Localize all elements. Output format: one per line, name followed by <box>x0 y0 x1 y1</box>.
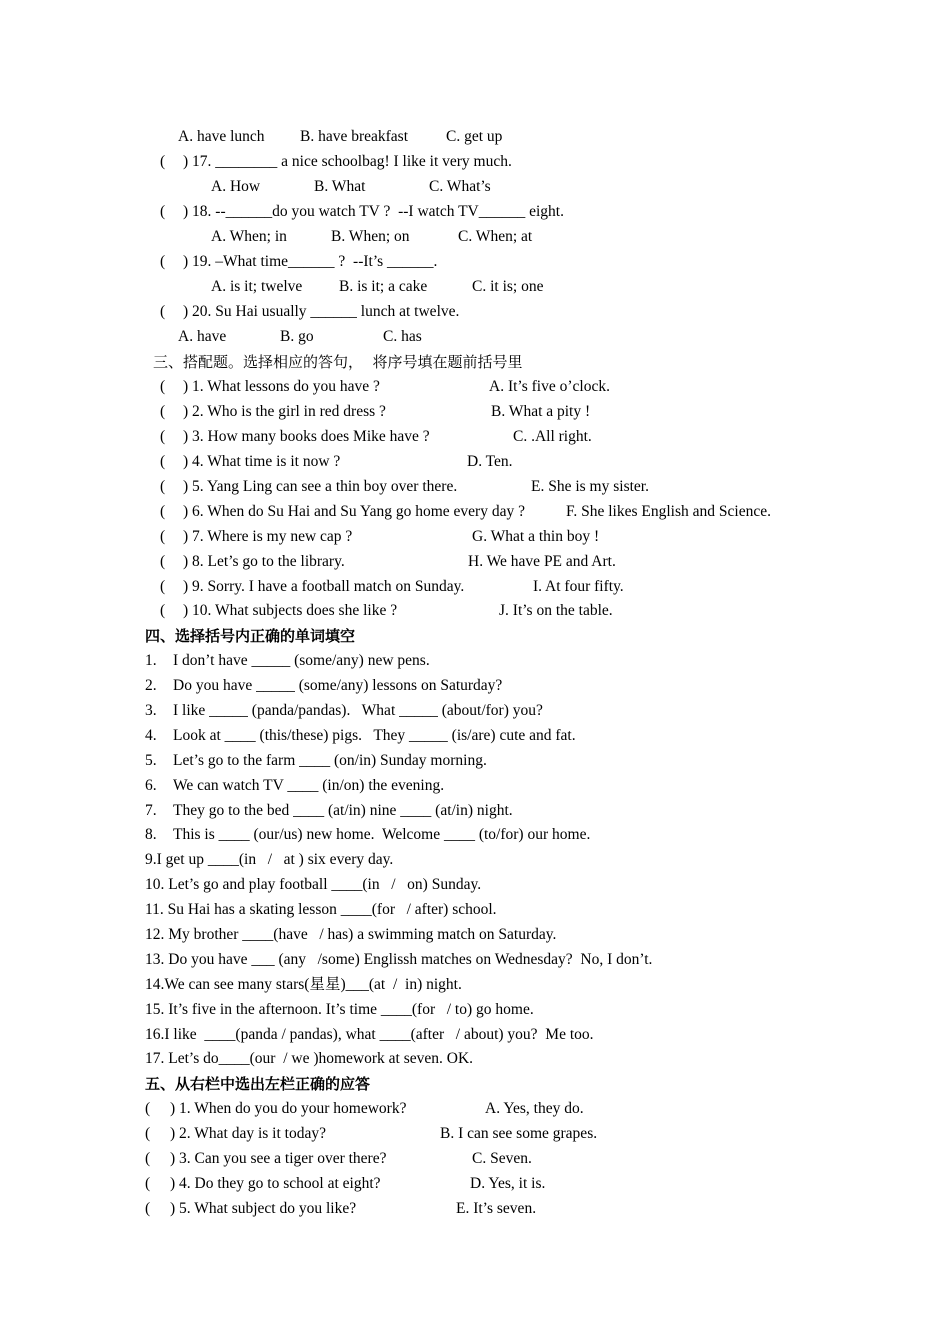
answer-bracket: ( <box>160 203 166 220</box>
section-heading: 五、从右栏中选出左栏正确的应答 <box>145 1075 371 1093</box>
text-line: A. It’s five o’clock. <box>489 378 610 395</box>
text-line: Do you have _____ (some/any) lessons on Saturday? <box>173 677 503 694</box>
text-line: A. When; in <box>211 228 287 245</box>
text-line: Look at ____ (this/these) pigs. They _____ (is/are) cute and fat. <box>173 727 576 744</box>
text-line: A. Yes, they do. <box>485 1100 584 1117</box>
answer-bracket: ( <box>160 153 166 170</box>
text-line: ) 19. –What time______ ? --It’s ______. <box>183 253 438 270</box>
text-line: C. Seven. <box>472 1150 532 1167</box>
text-line: ) 17. ________ a nice schoolbag! I like it very much. <box>183 153 512 170</box>
section-heading: 四、选择括号内正确的单词填空 <box>145 627 356 645</box>
text-line: B. What <box>314 178 366 195</box>
text-line: J. It’s on the table. <box>499 602 613 619</box>
text-line: ) 18. --______do you watch TV ? --I watch TV______ eight. <box>183 203 564 220</box>
answer-bracket: ( <box>160 403 166 420</box>
text-line: A. have <box>178 328 227 345</box>
text-line: They go to the bed ____ (at/in) nine ____ (at/in) night. <box>173 802 513 819</box>
text-line: 4. <box>145 727 157 744</box>
text-line: F. She likes English and Science. <box>566 503 771 520</box>
text-line: ) 10. What subjects does she like ? <box>183 602 398 619</box>
text-line: ) 1. When do you do your homework? <box>170 1100 407 1117</box>
answer-bracket: ( <box>145 1125 151 1142</box>
text-line: D. Yes, it is. <box>470 1175 546 1192</box>
text-line: I like _____ (panda/pandas). What _____ (about/for) you? <box>173 702 543 719</box>
text-line: A. How <box>211 178 261 195</box>
text-line: 13. Do you have ___ (any /some) Englissh matches on Wednesday? No, I don’t. <box>145 951 653 968</box>
answer-bracket: ( <box>160 578 166 595</box>
text-line: 11. Su Hai has a skating lesson ____(for / after) school. <box>145 901 497 918</box>
text-line: ) 4. Do they go to school at eight? <box>170 1175 381 1192</box>
text-line: 9.I get up ____(in / at ) six every day. <box>145 851 394 868</box>
answer-bracket: ( <box>145 1150 151 1167</box>
text-line: G. What a thin boy ! <box>472 528 600 545</box>
text-line: ) 20. Su Hai usually ______ lunch at twelve. <box>183 303 460 320</box>
text-line: 8. <box>145 826 157 843</box>
text-line: 6. <box>145 777 157 794</box>
text-line: 10. Let’s go and play football ____(in / on) Sunday. <box>145 876 482 893</box>
text-line: 15. It’s five in the afternoon. It’s time ____(for / to) go home. <box>145 1001 534 1018</box>
answer-bracket: ( <box>160 303 166 320</box>
text-line: ) 8. Let’s go to the library. <box>183 553 345 570</box>
text-line: 7. <box>145 802 157 819</box>
text-line: A. have lunch <box>178 128 265 145</box>
text-line: 17. Let’s do____(our / we )homework at seven. OK. <box>145 1050 474 1067</box>
answer-bracket: ( <box>160 253 166 270</box>
text-line: C. has <box>383 328 422 345</box>
text-line: ) 3. How many books does Mike have ? <box>183 428 430 445</box>
text-line: 2. <box>145 677 157 694</box>
text-line: B. What a pity ! <box>491 403 591 420</box>
answer-bracket: ( <box>160 478 166 495</box>
text-line: This is ____ (our/us) new home. Welcome ____ (to/for) our home. <box>173 826 591 843</box>
section-heading: 三、搭配题。选择相应的答句， 将序号填在题前括号里 <box>153 353 523 371</box>
answer-bracket: ( <box>145 1200 151 1217</box>
answer-bracket: ( <box>160 528 166 545</box>
answer-bracket: ( <box>145 1175 151 1192</box>
text-line: H. We have PE and Art. <box>468 553 616 570</box>
text-line: ) 4. What time is it now ? <box>183 453 341 470</box>
text-line: 3. <box>145 702 157 719</box>
text-line: ) 5. Yang Ling can see a thin boy over there. <box>183 478 458 495</box>
text-line: ) 2. What day is it today? <box>170 1125 326 1142</box>
text-line: C. When; at <box>458 228 533 245</box>
answer-bracket: ( <box>160 453 166 470</box>
text-line: B. go <box>280 328 314 345</box>
text-line: B. I can see some grapes. <box>440 1125 598 1142</box>
text-line: ) 2. Who is the girl in red dress ? <box>183 403 386 420</box>
text-line: 14.We can see many stars(星星)___(at / in) night. <box>145 976 462 993</box>
text-line: 1. <box>145 652 157 669</box>
text-line: ) 3. Can you see a tiger over there? <box>170 1150 387 1167</box>
text-line: 12. My brother ____(have / has) a swimming match on Saturday. <box>145 926 557 943</box>
text-line: ) 6. When do Su Hai and Su Yang go home every day ? <box>183 503 525 520</box>
text-line: I don’t have _____ (some/any) new pens. <box>173 652 430 669</box>
text-line: B. is it; a cake <box>339 278 428 295</box>
text-line: I. At four fifty. <box>533 578 624 595</box>
text-line: ) 9. Sorry. I have a football match on Sunday. <box>183 578 465 595</box>
text-line: ) 7. Where is my new cap ? <box>183 528 353 545</box>
text-line: We can watch TV ____ (in/on) the evening. <box>173 777 445 794</box>
answer-bracket: ( <box>160 553 166 570</box>
answer-bracket: ( <box>160 602 166 619</box>
text-line: 16.I like ____(panda / pandas), what ____(after / about) you? Me too. <box>145 1026 594 1043</box>
text-line: ) 1. What lessons do you have ? <box>183 378 380 395</box>
text-line: 5. <box>145 752 157 769</box>
text-line: Let’s go to the farm ____ (on/in) Sunday morning. <box>173 752 487 769</box>
text-line: C. What’s <box>429 178 491 195</box>
text-line: E. She is my sister. <box>531 478 649 495</box>
text-line: B. have breakfast <box>300 128 409 145</box>
answer-bracket: ( <box>145 1100 151 1117</box>
text-line: C. get up <box>446 128 503 145</box>
answer-bracket: ( <box>160 503 166 520</box>
text-line: A. is it; twelve <box>211 278 303 295</box>
answer-bracket: ( <box>160 428 166 445</box>
text-line: ) 5. What subject do you like? <box>170 1200 357 1217</box>
text-line: B. When; on <box>331 228 410 245</box>
text-line: E. It’s seven. <box>456 1200 537 1217</box>
answer-bracket: ( <box>160 378 166 395</box>
text-line: D. Ten. <box>467 453 513 470</box>
text-line: C. .All right. <box>513 428 592 445</box>
text-line: C. it is; one <box>472 278 544 295</box>
